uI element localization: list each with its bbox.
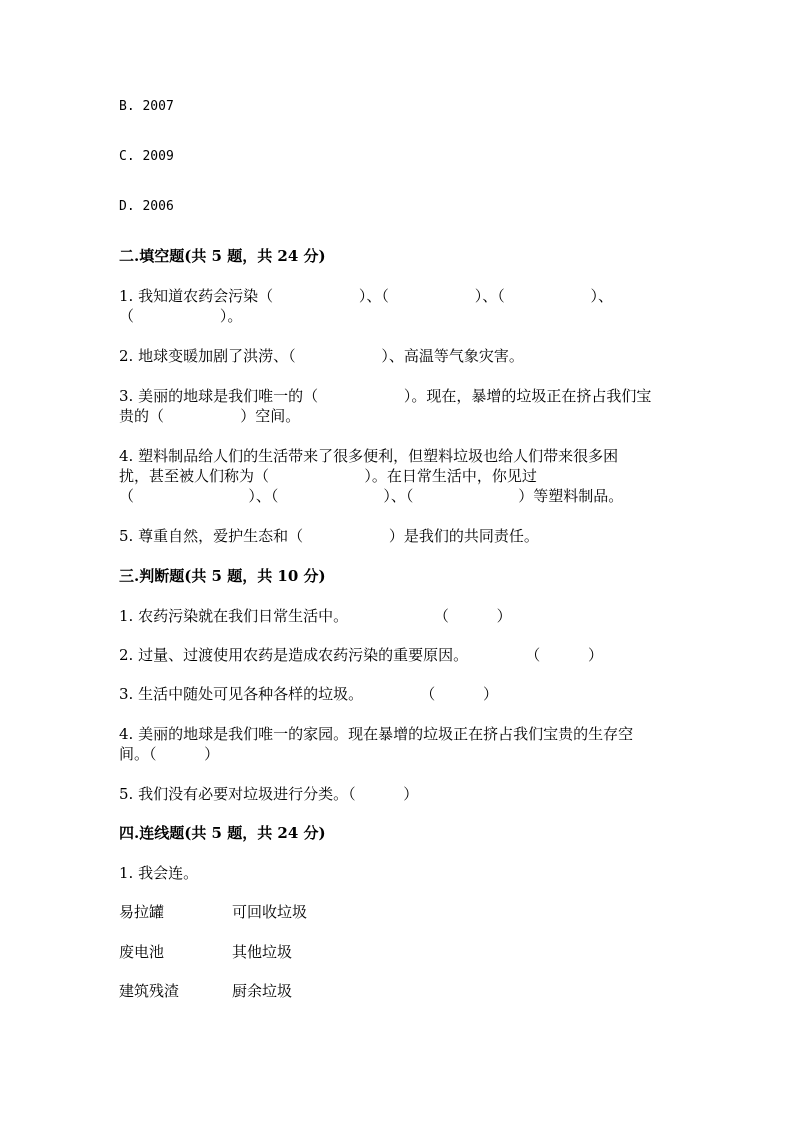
option-d: D. 2006 [119,199,174,214]
true-false-q4-line1: 4. 美丽的地球是我们唯一的家园。现在暴增的垃圾正在挤占我们宝贵的生存空 [119,725,634,743]
option-c: C. 2009 [119,149,174,164]
option-b: B. 2007 [119,99,174,114]
true-false-q1: 1. 农药污染就在我们日常生活中。 （ ） [119,607,512,625]
matching-q1: 1. 我会连。 [119,864,199,882]
true-false-q4-line2: 间。（ ） [119,745,220,763]
fill-blank-q3-line2: 贵的（ ）空间。 [119,407,301,425]
matching-left-item: 废电池 [119,943,165,961]
fill-blank-q3-line1: 3. 美丽的地球是我们唯一的（ ）。现在，暴增的垃圾正在挤占我们宝 [119,387,652,405]
matching-left-item: 建筑残渣 [119,982,180,1000]
matching-right-item: 其他垃圾 [232,943,293,961]
section-heading-matching: 四.连线题(共 5 题，共 24 分) [119,824,326,842]
fill-blank-q4-line2: 扰，甚至被人们称为（ ）。在日常生活中，你见过 [119,467,537,485]
matching-right-item: 可回收垃圾 [232,903,308,921]
fill-blank-q2: 2. 地球变暖加剧了洪涝、（ ）、高温等气象灾害。 [119,347,524,365]
section-heading-true-false: 三.判断题(共 5 题，共 10 分) [119,567,326,585]
fill-blank-q4-line3: （ ）、（ ）、（ ）等塑料制品。 [119,487,624,505]
fill-blank-q1-line1: 1. 我知道农药会污染（ ）、（ ）、（ ）、 [119,287,614,305]
true-false-q2: 2. 过量、过渡使用农药是造成农药污染的重要原因。 （ ） [119,646,603,664]
true-false-q5: 5. 我们没有必要对垃圾进行分类。（ ） [119,785,419,803]
fill-blank-q1-line2: （ ）。 [119,307,243,325]
matching-left-item: 易拉罐 [119,903,165,921]
fill-blank-q4-line1: 4. 塑料制品给人们的生活带来了很多便利，但塑料垃圾也给人们带来很多困 [119,447,619,465]
true-false-q3: 3. 生活中随处可见各种各样的垃圾。 （ ） [119,685,498,703]
fill-blank-q5: 5. 尊重自然，爱护生态和（ ）是我们的共同责任。 [119,527,539,545]
section-heading-fill-blank: 二.填空题(共 5 题，共 24 分) [119,247,326,265]
matching-right-item: 厨余垃圾 [232,982,293,1000]
